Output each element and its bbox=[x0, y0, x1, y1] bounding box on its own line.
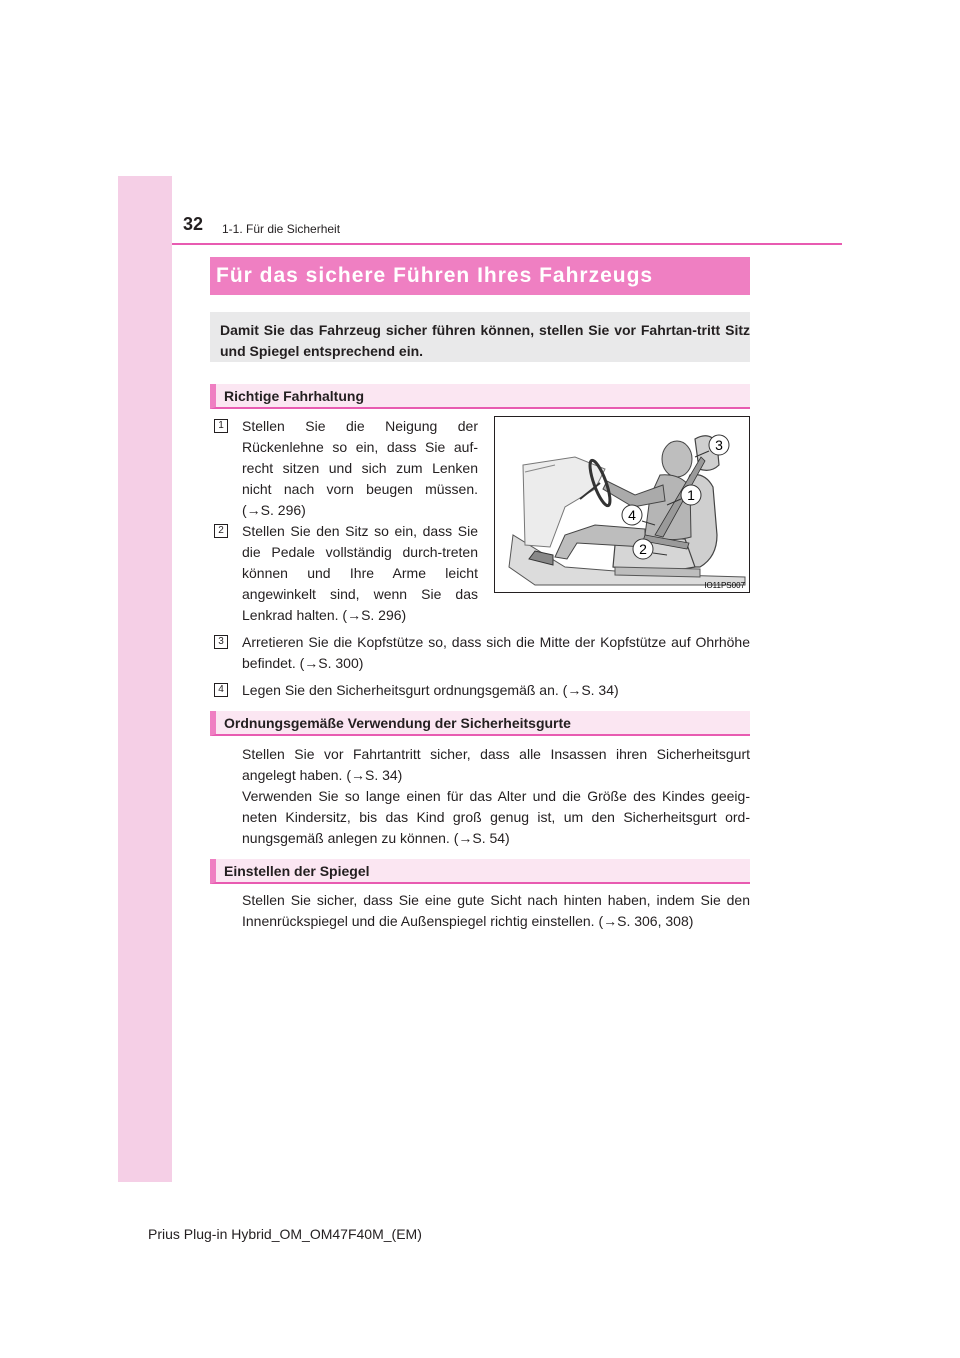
seatbelt-text-1: Stellen Sie vor Fahrtantritt sicher, dass alle Insassen ihren Sicherheitsgurt angelegt haben. (→S. 34) bbox=[242, 746, 750, 783]
seatbelt-text-2: Verwenden Sie so lange einen für das Alter und die Größe des Kindes geeig-neten Kindersitz, bis das Kind groß genug ist, um den Sicherheitsgurt ord-nungsgemäß anlegen zu können. (→S. 54) bbox=[242, 788, 750, 846]
callout-4: 4 bbox=[628, 507, 636, 523]
callout-1: 1 bbox=[687, 487, 695, 503]
header-divider bbox=[172, 243, 842, 245]
footer-doc-id: Prius Plug-in Hybrid_OM_OM47F40M_(EM) bbox=[148, 1226, 422, 1242]
section-heading-mirrors: Einstellen der Spiegel bbox=[210, 859, 750, 884]
page-number: 32 bbox=[183, 214, 204, 234]
figure-code: IO11PS007 bbox=[704, 581, 745, 590]
item-number-3: 3 bbox=[214, 635, 228, 649]
callout-2: 2 bbox=[639, 541, 647, 557]
item-4-text: Legen Sie den Sicherheitsgurt ordnungsgemäß an. (→S. 34) bbox=[242, 682, 619, 698]
intro-box: Damit Sie das Fahrzeug sicher führen können, stellen Sie vor Fahrtan-tritt Sitz und Spiegel entsprechend ein. bbox=[210, 312, 750, 362]
page-title: Für das sichere Führen Ihres Fahrzeugs bbox=[216, 264, 654, 287]
item-2-text: Stellen Sie den Sitz so ein, dass Sie die Pedale vollständig durch-treten können und Ihre Arme leicht angewinkelt sind, wenn Sie das Lenkrad halten. (→S. 296) bbox=[242, 523, 478, 623]
item-1-text: Stellen Sie die Neigung der Rückenlehne so ein, dass Sie auf-recht sitzen und sich zum Lenken nicht nach vorn beugen müssen. (→S. 296) bbox=[242, 418, 478, 518]
callout-3: 3 bbox=[715, 437, 723, 453]
item-number-4: 4 bbox=[214, 683, 228, 697]
item-3-text: Arretieren Sie die Kopfstütze so, dass sich die Mitte der Kopfstütze auf Ohrhöhe befindet. (→S. 300) bbox=[242, 634, 750, 671]
section-heading-seatbelts: Ordnungsgemäße Verwendung der Sicherheitsgurte bbox=[210, 711, 750, 736]
page-title-bar bbox=[210, 257, 750, 295]
item-number-1: 1 bbox=[214, 419, 228, 433]
seated-driver-illustration bbox=[495, 417, 749, 592]
side-margin-band bbox=[118, 176, 172, 1182]
item-number-2: 2 bbox=[214, 524, 228, 538]
section-heading-driving-posture: Richtige Fahrhaltung bbox=[210, 384, 750, 409]
driving-posture-figure bbox=[494, 416, 750, 593]
chapter-title: 1-1. Für die Sicherheit bbox=[222, 222, 341, 236]
mirror-text: Stellen Sie sicher, dass Sie eine gute Sicht nach hinten haben, indem Sie den Innenrückspiegel und die Außenspiegel richtig einstellen. (→S. 306, 308) bbox=[242, 892, 750, 929]
